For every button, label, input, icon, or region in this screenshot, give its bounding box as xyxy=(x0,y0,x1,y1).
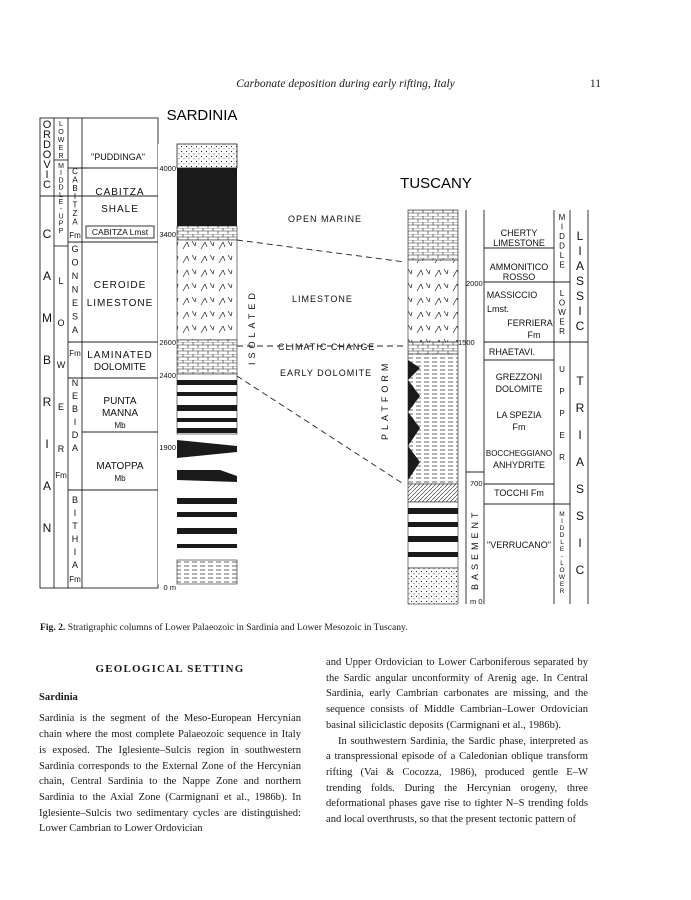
epoch-upper-stack xyxy=(559,365,565,462)
cambrian-epoch-stack xyxy=(58,163,64,235)
label-isolated: ISOLATED xyxy=(247,289,257,365)
unit-punta-manna: MANNA xyxy=(101,408,139,419)
unit-ceroide: LIMESTONE xyxy=(86,298,154,309)
cambrian-epoch-stack-letter: P xyxy=(58,227,64,235)
paragraph: Sardinia is the segment of the Meso-European Hercynian chain where the most complete Palaeozoic sequence in Italy is exposed. The Iglesiente–Sulcis region in southwestern Sardinia corresponds to the External Zone of the Hercynian chain, Central Sardinia to the Nappe Zone and northern Sardinia to the Axial Zone (Carmignani et al., 1986b). In Iglesiente–Sulcis two sedimentary cycles are distinguished: Lower Cambrian to Lower Ordovician xyxy=(39,713,301,835)
cambrian-epoch-stack-letter: M xyxy=(58,163,64,170)
bithia-formation-stack-letter: T xyxy=(72,521,78,531)
cabitza-formation-stack-letter: A xyxy=(72,217,78,227)
formation-nebida-fm: Fm xyxy=(55,471,67,480)
bithia-formation-stack-letter: I xyxy=(73,508,77,518)
cambrian-epoch-stack-letter: D xyxy=(58,177,64,185)
cabitza-formation-stack xyxy=(72,167,78,226)
period-ordovic-stack-letter: C xyxy=(43,179,51,191)
epoch-middle-lower-stack-letter: W xyxy=(558,574,566,581)
epoch-upper-stack-letter: U xyxy=(559,365,565,374)
epoch-lower-stack-letter: R xyxy=(559,327,565,336)
lower-cambrian-stack-letter: O xyxy=(57,318,65,328)
epoch-middle-stack-letter: M xyxy=(558,213,566,222)
period-ordovic-stack xyxy=(43,119,52,191)
right-column xyxy=(326,655,588,828)
formation-bithia-fm: Fm xyxy=(69,575,81,584)
nebida-formation-stack-letter: N xyxy=(71,378,79,388)
lower-cambrian-stack xyxy=(57,276,66,454)
epoch-middle-lower-stack-letter: E xyxy=(559,546,565,553)
period-ordovic-stack-letter: O xyxy=(42,149,52,161)
depth-label: 2400 xyxy=(159,371,176,380)
unit-grezzoni: DOLOMITE xyxy=(495,384,543,394)
period-trias-stack-letter: R xyxy=(575,401,585,415)
bithia-formation-stack-letter: A xyxy=(71,560,79,570)
nebida-formation-stack-letter: D xyxy=(71,430,79,440)
ordovic-epoch-stack-letter: O xyxy=(58,129,64,136)
epoch-middle-lower-stack-letter: L xyxy=(560,560,564,567)
period-trias-stack-letter: C xyxy=(575,563,585,577)
period-lias-stack xyxy=(576,229,585,333)
section-heading: GEOLOGICAL SETTING xyxy=(95,663,245,675)
formation-cabitza-fm: Fm xyxy=(69,231,81,240)
cabitza-formation-stack-letter: I xyxy=(73,192,77,202)
unit-grezzoni: GREZZONI xyxy=(495,372,543,382)
cambrian-epoch-stack-letter: P xyxy=(58,220,64,228)
bithia-formation-stack xyxy=(72,495,79,570)
period-trias-stack-letter: A xyxy=(575,455,585,469)
running-title: Carbonate deposition during early rifting, Italy xyxy=(236,78,455,90)
period-cambrian-stack-letter: M xyxy=(42,311,52,325)
label-early-dolomite: EARLY DOLOMITE xyxy=(280,368,373,378)
epoch-middle-stack xyxy=(559,213,566,270)
period-ordovic-stack-letter: R xyxy=(43,129,51,141)
unit-puddinga: "PUDDINGA" xyxy=(91,152,145,162)
period-cambrian-stack xyxy=(42,227,52,535)
period-lias-stack-letter: I xyxy=(578,304,582,318)
gonnesa-formation-stack-letter: E xyxy=(71,298,79,308)
unit-punta-manna: Mb xyxy=(114,421,126,430)
unit-massiccio-lmst: Lmst. xyxy=(486,304,510,314)
unit-verrucano: "VERRUCANO" xyxy=(487,540,551,550)
period-cambrian-stack-letter: R xyxy=(42,395,52,409)
period-cambrian-stack-letter: B xyxy=(42,353,52,367)
ordovic-epoch-stack xyxy=(58,121,65,160)
unit-punta-manna: PUNTA xyxy=(103,396,137,407)
tuscany-depth: 1500 xyxy=(458,338,475,347)
period-lias-stack-letter: A xyxy=(575,259,585,273)
unit-la-spezia: LA SPEZIA xyxy=(496,410,542,420)
cabitza-formation-stack-letter: A xyxy=(72,175,78,185)
unit-boccheggiano: BOCCHEGGIANO xyxy=(485,449,553,458)
tuscany-depth: 700 xyxy=(470,479,483,488)
bithia-formation-stack-letter: H xyxy=(71,534,79,544)
left-column xyxy=(39,662,301,837)
epoch-middle-lower-stack-letter: O xyxy=(559,567,565,574)
ordovic-epoch-stack-letter: R xyxy=(58,153,64,160)
depth-label: 3400 xyxy=(159,230,176,239)
epoch-upper-stack-letter: E xyxy=(559,431,565,440)
epoch-middle-lower-stack-letter: M xyxy=(559,511,565,518)
nebida-formation-stack-letter: B xyxy=(71,404,79,414)
sardinia-column xyxy=(177,144,237,584)
unit-cabitza-shale: CABITZA xyxy=(95,187,145,198)
period-trias-stack-letter: T xyxy=(576,374,584,388)
period-cambrian-stack-letter: A xyxy=(42,269,52,283)
ordovic-epoch-stack-letter: L xyxy=(59,121,63,128)
label-platform: PLATFORM xyxy=(380,359,390,440)
cambrian-epoch-stack-letter: U xyxy=(58,213,64,221)
epoch-middle-lower-stack-letter: I xyxy=(561,518,563,525)
formation-gonnesa-fm: Fm xyxy=(69,349,81,358)
period-trias-stack-letter: I xyxy=(578,536,582,550)
depth-label: 1900 xyxy=(159,443,176,452)
lower-cambrian-stack-letter: E xyxy=(57,402,65,412)
gonnesa-formation-stack-letter: G xyxy=(71,244,79,254)
gonnesa-formation-stack-letter: O xyxy=(71,257,79,268)
epoch-middle-stack-letter: D xyxy=(559,241,565,251)
nebida-formation-stack-letter: A xyxy=(71,443,79,453)
epoch-upper-stack-letter: R xyxy=(559,453,565,462)
epoch-middle-stack-letter: I xyxy=(560,222,564,232)
period-cambrian-stack-letter: C xyxy=(42,227,52,241)
cabitza-formation-stack-letter: C xyxy=(72,167,78,176)
label-limestone: LIMESTONE xyxy=(292,294,353,304)
period-cambrian-stack-letter: A xyxy=(42,479,52,493)
nebida-formation-stack xyxy=(72,378,79,453)
figure-caption xyxy=(40,622,660,633)
period-ordovic-stack-letter: I xyxy=(45,169,49,181)
label-basement: BASEMENT xyxy=(470,508,480,590)
tuscany-title: TUSCANY xyxy=(400,175,472,192)
depth-label: 4000 xyxy=(159,164,176,173)
bithia-formation-stack-letter: B xyxy=(71,495,79,505)
period-lias-stack-letter: C xyxy=(575,319,585,333)
paragraph: In southwestern Sardinia, the Sardic phase, interpreted as a transpressional episode of a Caledonian oblique transform rifting (Vai & Cocozza, 1986), produced gentle E–W trending folds. During the Hercynian orogeny, three deformational phases gave rise to tighter N–S trending folds and local overthrusts, so that the present tectonic pattern of xyxy=(326,735,588,826)
cambrian-epoch-stack-letter: L xyxy=(59,191,63,199)
cambrian-epoch-stack-letter: D xyxy=(58,184,64,192)
bithia-formation-stack-letter: I xyxy=(73,547,77,557)
depth-label: 2600 xyxy=(159,338,176,347)
unit-laminated: LAMINATED xyxy=(87,350,153,361)
gonnesa-formation-stack-letter: N xyxy=(71,284,79,295)
gonnesa-formation-stack-letter: S xyxy=(71,311,79,322)
gonnesa-formation-stack-letter: A xyxy=(71,325,79,335)
depth-label: 0 m xyxy=(163,583,176,592)
period-trias-stack-letter: S xyxy=(575,482,585,496)
period-ordovic-stack-letter: O xyxy=(42,119,52,131)
epoch-upper-stack-letter: P xyxy=(559,409,565,418)
cambrian-epoch-stack-letter: - xyxy=(59,206,63,214)
epoch-middle-lower-stack xyxy=(559,511,566,595)
epoch-middle-stack-letter: D xyxy=(559,232,565,241)
cambrian-epoch-stack-letter: E xyxy=(58,199,64,206)
unit-ferriera: FERRIERA xyxy=(507,318,553,328)
unit-la-spezia: Fm xyxy=(512,422,526,432)
cabitza-formation-stack-letter: T xyxy=(72,200,78,210)
label-climatic-change: CLIMATIC CHANGE xyxy=(278,342,376,352)
tuscany-depth: m 0 xyxy=(470,597,483,606)
epoch-upper-stack-letter: P xyxy=(559,387,565,396)
lower-cambrian-stack-letter: W xyxy=(56,360,66,370)
unit-matoppa: Mb xyxy=(114,474,126,483)
page-number: 11 xyxy=(589,78,601,90)
period-cambrian-stack-letter: N xyxy=(42,521,52,535)
cambrian-epoch-stack-letter: I xyxy=(60,170,62,178)
epoch-lower-stack-letter: O xyxy=(558,298,566,308)
unit-matoppa: MATOPPA xyxy=(96,461,144,472)
period-trias-stack-letter: S xyxy=(575,509,585,523)
epoch-lower-stack-letter: L xyxy=(559,289,565,298)
unit-rhaetavi: RHAETAVI. xyxy=(488,347,536,357)
period-ordovic-stack-letter: D xyxy=(43,139,51,151)
epoch-middle-lower-stack-letter: - xyxy=(560,553,564,560)
period-lias-stack-letter: S xyxy=(575,289,585,303)
tuscany-depth: 2000 xyxy=(466,279,483,288)
unit-laminated: DOLOMITE xyxy=(93,362,147,373)
paragraph: and Upper Ordovician to Lower Carboniferous separated by the Sardic angular unconformity of Arenig age. In Central Sardinia, early Cambrian carbonates are missing, and the sequence consists of Middle Cambrian–Lower Ordovician basinal siliciclastic deposits (Carmignani et al., 1986b). xyxy=(326,657,588,731)
unit-ammonitico: AMMONITICO xyxy=(489,262,549,272)
epoch-middle-lower-stack-letter: L xyxy=(560,539,564,546)
period-lias-stack-letter: S xyxy=(575,274,585,288)
period-cambrian-stack-letter: I xyxy=(45,437,49,451)
epoch-lower-stack-letter: E xyxy=(559,317,565,327)
period-lias-stack-letter: L xyxy=(576,229,584,243)
epoch-middle-lower-stack-letter: E xyxy=(559,581,565,588)
ordovic-epoch-stack-letter: E xyxy=(58,145,64,152)
nebida-formation-stack-letter: E xyxy=(71,391,79,401)
epoch-middle-lower-stack-letter: R xyxy=(559,588,565,595)
subheading: Sardinia xyxy=(39,691,78,703)
sardinia-title: SARDINIA xyxy=(166,107,238,124)
unit-tocchi: TOCCHI Fm xyxy=(494,488,544,498)
caption-label: Fig. 2. xyxy=(40,622,66,633)
lower-cambrian-stack-letter: R xyxy=(57,444,65,454)
epoch-middle-lower-stack-letter: D xyxy=(559,525,565,532)
cabitza-formation-stack-letter: B xyxy=(72,183,78,193)
lower-cambrian-stack-letter: L xyxy=(58,276,64,286)
unit-cabitza-shale: SHALE xyxy=(101,204,139,215)
label-open-marine: OPEN MARINE xyxy=(288,214,363,224)
unit-massiccio: MASSICCIO xyxy=(486,290,538,300)
unit-boccheggiano: ANHYDRITE xyxy=(492,460,546,470)
cabitza-formation-stack-letter: Z xyxy=(72,209,78,218)
unit-cherty: LIMESTONE xyxy=(493,238,545,248)
unit-cabitza-lmst: CABITZA Lmst xyxy=(91,227,149,237)
epoch-middle-lower-stack-letter: D xyxy=(559,532,565,539)
period-trias-stack xyxy=(576,374,585,577)
gonnesa-formation-stack-letter: N xyxy=(71,271,79,281)
correlation-line-top xyxy=(237,240,405,262)
unit-ammonitico: ROSSO xyxy=(502,272,536,282)
epoch-lower-stack xyxy=(558,289,566,336)
unit-cherty: CHERTY xyxy=(500,228,538,238)
period-lias-stack-letter: I xyxy=(578,244,582,258)
period-trias-stack-letter: I xyxy=(578,428,582,442)
ordovic-epoch-stack-letter: W xyxy=(57,137,65,144)
unit-ferriera-fm: Fm xyxy=(527,330,541,340)
epoch-middle-stack-letter: L xyxy=(559,251,565,260)
nebida-formation-stack-letter: I xyxy=(73,417,77,427)
epoch-lower-stack-letter: W xyxy=(558,308,566,317)
stratigraphic-figure xyxy=(0,95,691,615)
period-ordovic-stack-letter: V xyxy=(43,159,51,171)
unit-ceroide: CEROIDE xyxy=(93,280,147,291)
caption-text: Stratigraphic columns of Lower Palaeozoic in Sardinia and Lower Mesozoic in Tuscany. xyxy=(67,622,408,633)
gonnesa-formation-stack xyxy=(71,244,78,335)
epoch-middle-stack-letter: E xyxy=(559,260,565,270)
tuscany-column xyxy=(408,210,458,604)
